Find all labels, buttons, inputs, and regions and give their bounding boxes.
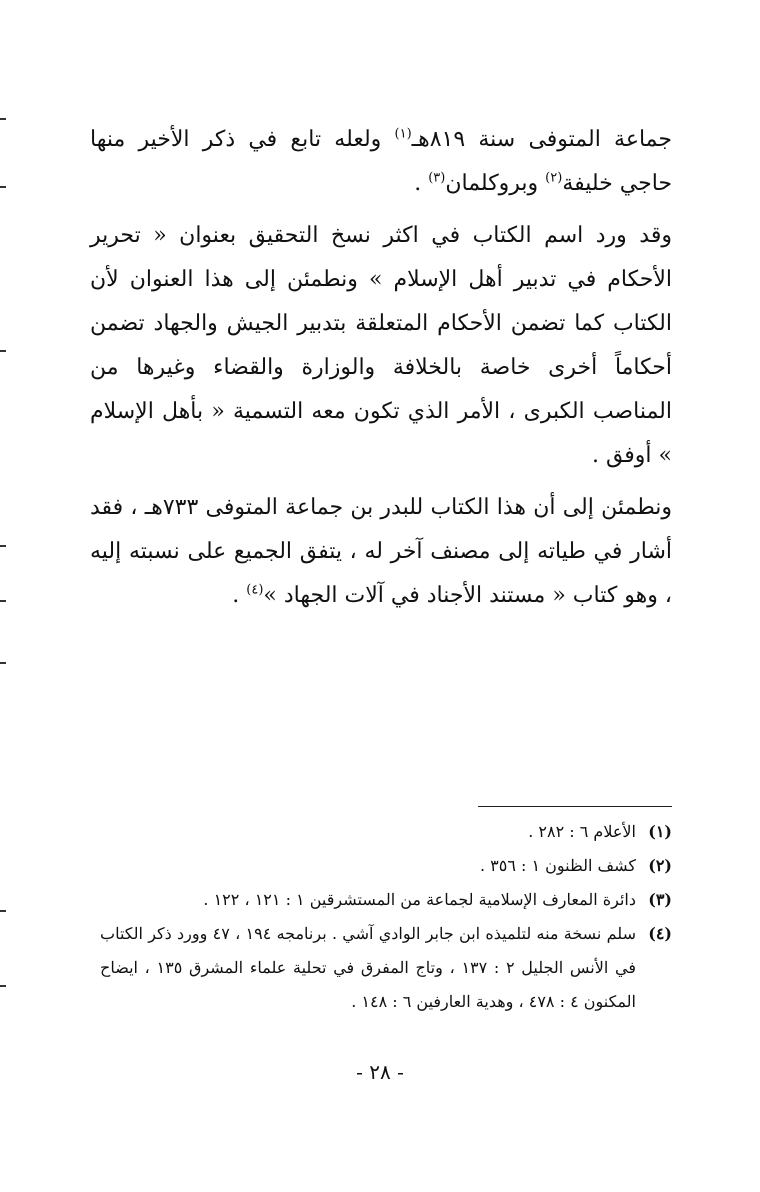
- margin-mark: [0, 600, 6, 602]
- footnote-number: (٤): [648, 924, 672, 943]
- paragraph-3: [90, 486, 672, 618]
- footnote-3: [100, 883, 672, 917]
- footnote-text: دائرة المعارف الإسلامية لجماعة من المستشرقين ١ : ١٢١ ، ١٢٢ .: [203, 890, 636, 909]
- footnote-2: [100, 849, 672, 883]
- footnote-1: [100, 815, 672, 849]
- text-span: جماعة المتوفى سنة ٨١٩هـ: [411, 127, 672, 152]
- footnote-text: الأعلام ٦ : ٢٨٢ .: [528, 822, 636, 841]
- margin-mark: [0, 350, 6, 352]
- text-span: ونطمئن إلى أن هذا الكتاب للبدر بن جماعة المتوفى ٧٣٣هـ ، فقد أشار في طياته إلى مصنف آخر له ، يتفق الجميع على نسبته إليه ، وهو كتاب « مستند الأجناد في آلات الجهاد »: [90, 495, 673, 608]
- text-span: وبروكلمان: [445, 171, 546, 196]
- margin-mark: [0, 186, 6, 188]
- footnote-number: (١): [648, 822, 672, 841]
- footnote-ref-2: (٢): [545, 170, 563, 186]
- footnote-text: كشف الظنون ١ : ٣٥٦ .: [479, 856, 636, 875]
- margin-mark: [0, 545, 6, 547]
- footnote-4: [100, 917, 672, 1019]
- margin-mark: [0, 910, 6, 912]
- footnote-number: (٣): [648, 890, 672, 909]
- footnote-separator: [478, 806, 672, 807]
- footnote-text: سلم نسخة منه لتلميذه ابن جابر الوادي آشي . برنامجه ١٩٤ ، ٤٧ وورد ذكر الكتاب في الأنس الجليل ٢ : ١٣٧ ، وتاج المفرق في تحلية علماء المشرق ١٣٥ ، ايضاح المكنون ٤ : ٤٧٨ ، وهدية العارفين ٦ : ١٤٨ .: [100, 924, 637, 1011]
- footnote-ref-1: (١): [394, 126, 412, 142]
- footnote-ref-3: (٣): [428, 170, 446, 186]
- paragraph-2: وقد ورد اسم الكتاب في اكثر نسخ التحقيق بعنوان « تحرير الأحكام في تدبير أهل الإسلام » ونطمئن إلى هذا العنوان لأن الكتاب كما تضمن الأحكام المتعلقة بتدبير الجيش والجهاد تضمن أحكاماً أخرى خاصة بالخلافة والوزارة والقضاء وغيرها من المناصب الكبرى ، الأمر الذي تكون معه التسمية « بأهل الإسلام » أوفق .: [90, 223, 672, 468]
- text-span: .: [232, 583, 247, 608]
- footnote-number: (٢): [648, 856, 672, 875]
- footnote-ref-4: (٤): [246, 582, 264, 598]
- margin-mark: [0, 985, 6, 987]
- text-span: .: [414, 171, 429, 196]
- margin-mark: [0, 662, 6, 664]
- footnotes: [100, 815, 672, 1019]
- page-number: - ٢٨ -: [356, 1060, 404, 1084]
- main-text: [90, 118, 672, 626]
- margin-mark: [0, 118, 6, 120]
- paragraph-1: [90, 118, 672, 206]
- text-span: ولعله تابع في ذكر الأخير منها حاجي خليفة: [90, 127, 672, 196]
